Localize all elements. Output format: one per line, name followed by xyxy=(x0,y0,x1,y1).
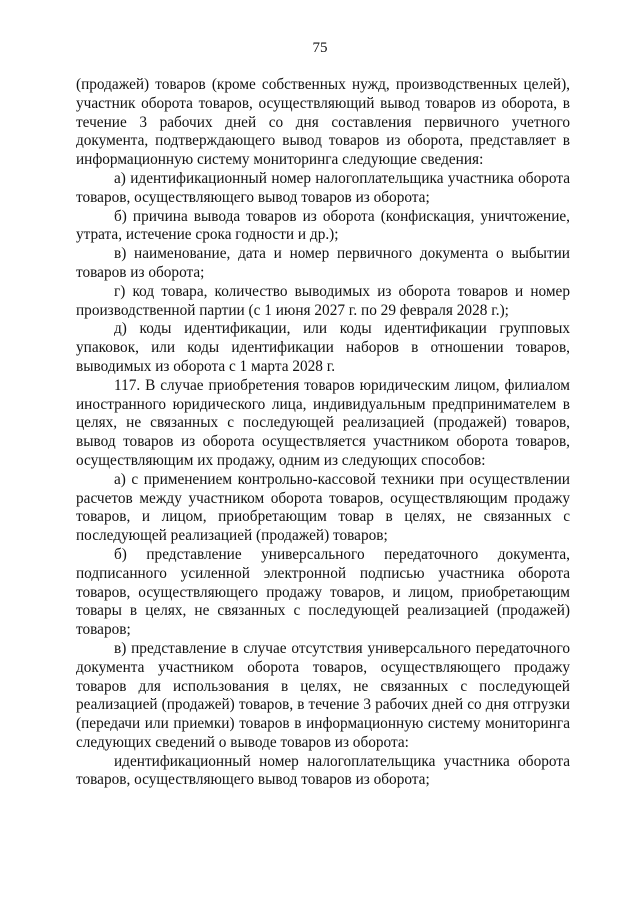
paragraph-method-b: б) представление универсального передаточного документа, подписанного усиленной электронной подписью участника оборота товаров, осуществляющего продажу товаров, и лицом, приобретающим товары в целях, не связанных с последующей реализацией (продажей) товаров; xyxy=(76,545,570,639)
paragraph-item-b: б) причина вывода товаров из оборота (конфискация, уничтожение, утрата, истечение срока годности и др.); xyxy=(76,207,570,244)
paragraph-intro-continuation: (продажей) товаров (кроме собственных нужд, производственных целей), участник оборота товаров, осуществляющий вывод товаров из оборота, в течение 3 рабочих дней со дня составления первичного учетного документа, подтверждающего вывод товаров из оборота, представляет в информационную систему мониторинга следующие сведения: xyxy=(76,76,570,169)
paragraph-method-v: в) представление в случае отсутствия универсального передаточного документа участником оборота товаров, осуществляющего продажу товаров для использования в целях, не связанных с последующей реализацией (продажей) товаров, в течение 3 рабочих дней со дня отгрузки (передачи или приемки) товаров в информационную систему мониторинга следующих сведений о выводе товаров из оборота: xyxy=(76,639,570,751)
paragraph-item-v: в) наименование, дата и номер первичного документа о выбытии товаров из оборота; xyxy=(76,245,570,281)
paragraph-item-g: г) код товара, количество выводимых из оборота товаров и номер производственной партии (с 1 июня 2027 г. по 29 февраля 2028 г.); xyxy=(76,282,570,319)
document-body xyxy=(76,76,570,790)
paragraph-clause-117: 117. В случае приобретения товаров юридическим лицом, филиалом иностранного юридического лица, индивидуальным предпринимателем в целях, не связанных с последующей реализацией (продажей) товаров, вывод товаров из оборота осуществляется участником оборота товаров, осуществляющим их продажу, одним из следующих способов: xyxy=(76,376,570,469)
page-number: 75 xyxy=(312,40,328,56)
paragraph-item-a: а) идентификационный номер налогоплательщика участника оборота товаров, осуществляющего вывод товаров из оборота; xyxy=(76,169,570,206)
paragraph-item-d: д) коды идентификации, или коды идентификации групповых упаковок, или коды идентификации наборов в отношении товаров, выводимых из оборота с 1 марта 2028 г. xyxy=(76,320,570,375)
paragraph-method-a: а) с применением контрольно-кассовой техники при осуществлении расчетов между участником оборота товаров, осуществляющим продажу товаров, и лицом, приобретающим товар в целях, не связанных с последующей реализацией (продажей) товаров; xyxy=(76,470,570,545)
paragraph-taxpayer-id: идентификационный номер налогоплательщика участника оборота товаров, осуществляющего вывод товаров из оборота; xyxy=(76,752,570,789)
